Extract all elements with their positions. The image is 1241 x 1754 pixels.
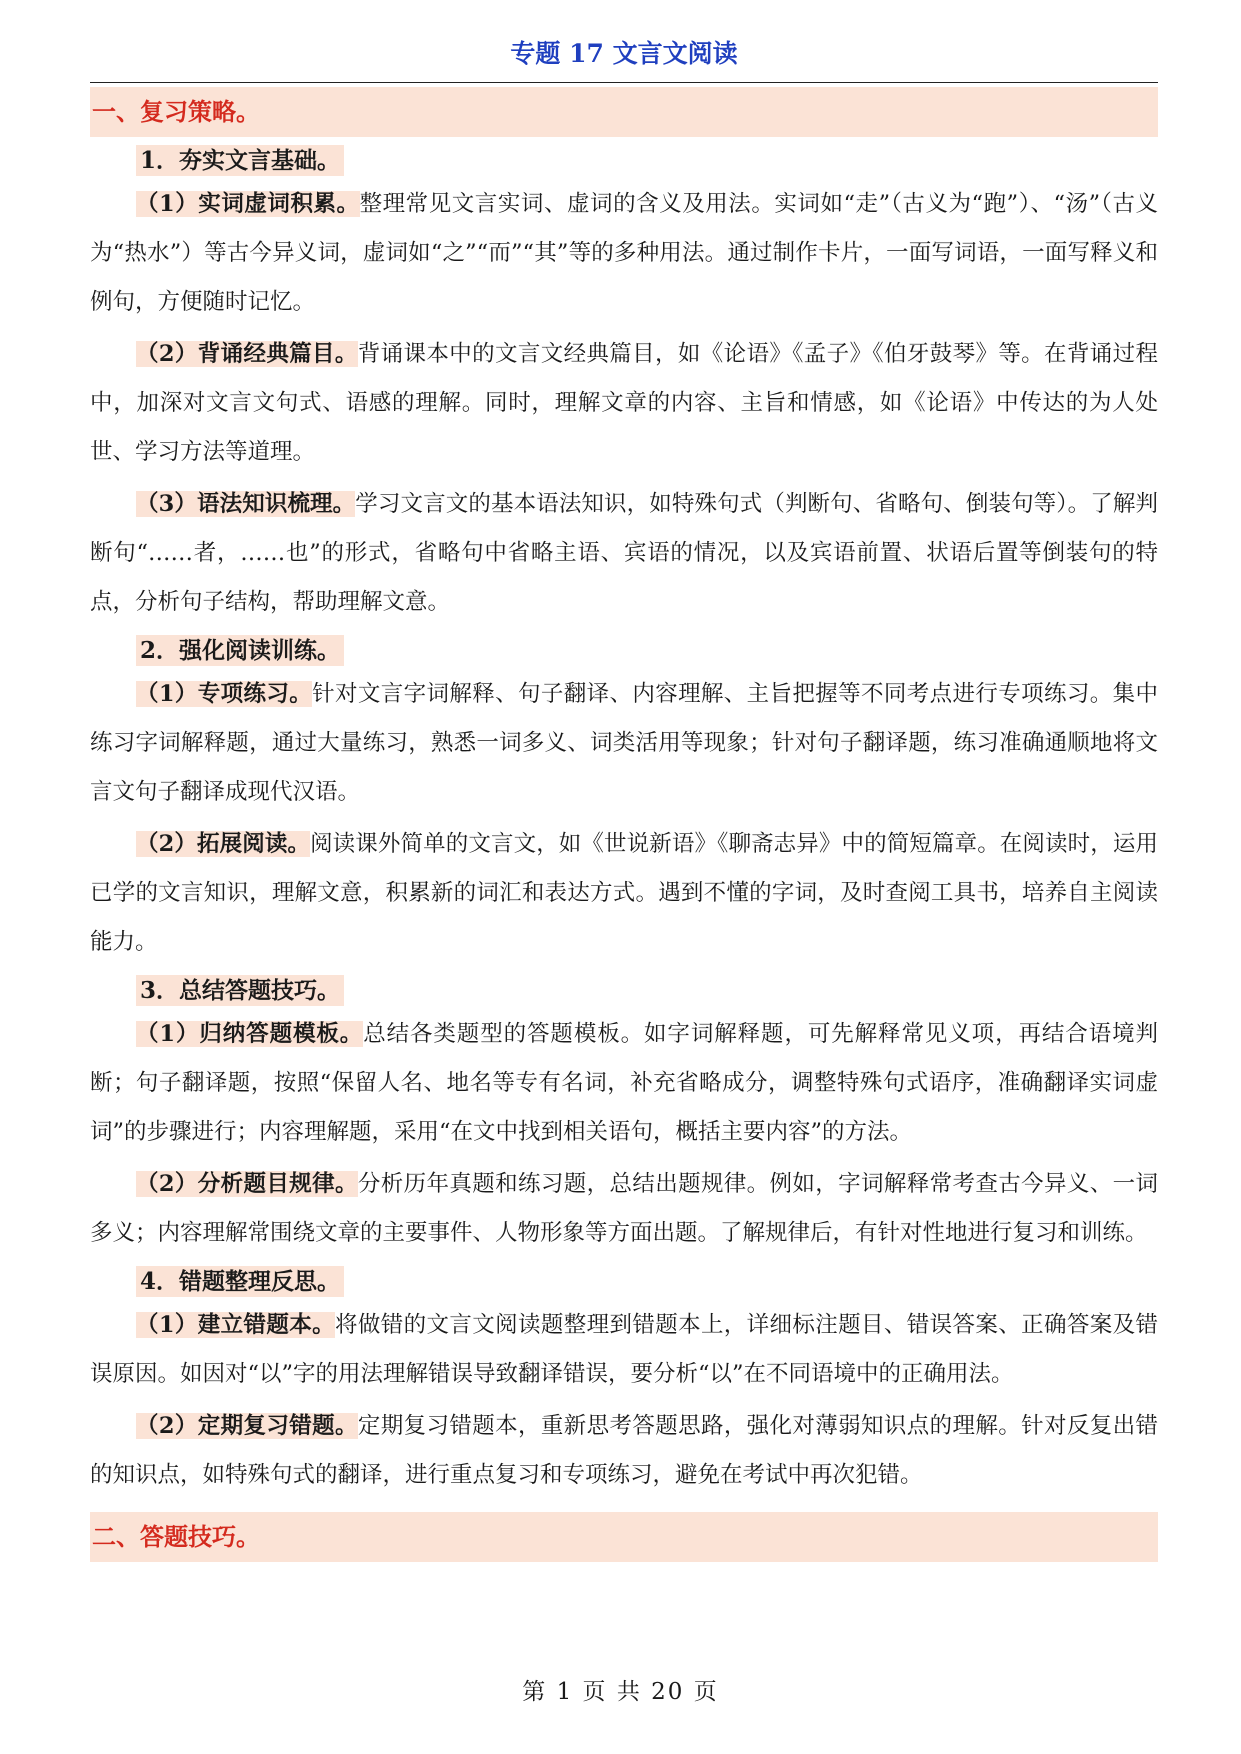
paragraph-label: （1）归纳答题模板。 (136, 1021, 364, 1047)
strategy-heading: 2．强化阅读训练。 (90, 635, 1158, 667)
strategy-paragraph (90, 670, 1158, 817)
paragraph-text: 阅读课外简单的文言文，如《世说新语》《聊斋志异》中的简短篇章。在阅读时，运用已学的文言知识，理解文意，积累新的词汇和表达方式。遇到不懂的字词，及时查阅工具书，培养自主阅读能力。 (90, 831, 1158, 955)
section-title-answer-skills: 二、答题技巧。 (90, 1512, 1158, 1562)
section-title-review-strategy: 一、复习策略。 (90, 87, 1158, 137)
document-page (90, 0, 1158, 1562)
strategy-heading: 4．错题整理反思。 (90, 1266, 1158, 1298)
page-number-footer: 第 1 页 共 20 页 (522, 1679, 719, 1705)
paragraph-label: （2）背诵经典篇目。 (136, 341, 358, 367)
strategy-heading: 3．总结答题技巧。 (90, 975, 1158, 1007)
paragraph-text: 整理常见文言实词、虚词的含义及用法。实词如“走”（古义为“跑”）、“汤”（古义为“热水”）等古今异义词，虚词如“之”“而”“其”等的多种用法。通过制作卡片，一面写词语，一面写释义和例句，方便随时记忆。 (90, 191, 1158, 315)
paragraph-text: 针对文言字词解释、句子翻译、内容理解、主旨把握等不同考点进行专项练习。集中练习字词解释题，通过大量练习，熟悉一词多义、词类活用等现象；针对句子翻译题，练习准确通顺地将文言文句子翻译成现代汉语。 (90, 681, 1158, 805)
paragraph-label: （2）拓展阅读。 (136, 831, 311, 857)
paragraph-label: （2）定期复习错题。 (136, 1413, 358, 1439)
strategy-paragraph (90, 480, 1158, 627)
strategy-paragraph (90, 1301, 1158, 1399)
paragraph-text: 学习文言文的基本语法知识，如特殊句式（判断句、省略句、倒装句等）。了解判断句“……者，……也”的形式，省略句中省略主语、宾语的情况，以及宾语前置、状语后置等倒装句的特点，分析句子结构，帮助理解文意。 (90, 491, 1158, 615)
paragraph-text: 将做错的文言文阅读题整理到错题本上，详细标注题目、错误答案、正确答案及错误原因。如因对“以”字的用法理解错误导致翻译错误，要分析“以”在不同语境中的正确用法。 (90, 1312, 1158, 1387)
strategy-paragraph (90, 1402, 1158, 1500)
paragraph-text: 总结各类题型的答题模板。如字词解释题，可先解释常见义项，再结合语境判断；句子翻译题，按照“保留人名、地名等专有名词，补充省略成分，调整特殊句式语序，准确翻译实词虚词”的步骤进行；内容理解题，采用“在文中找到相关语句，概括主要内容”的方法。 (90, 1021, 1158, 1145)
page-title: 专题 17 文言文阅读 (510, 39, 738, 68)
paragraph-text: 背诵课本中的文言文经典篇目，如《论语》《孟子》《伯牙鼓琴》等。在背诵过程中，加深对文言文句式、语感的理解。同时，理解文章的内容、主旨和情感，如《论语》中传达的为人处世、学习方法等道理。 (90, 341, 1158, 465)
header-divider (90, 82, 1158, 83)
paragraph-label: （2）分析题目规律。 (136, 1171, 358, 1197)
paragraph-label: （1）专项练习。 (136, 681, 313, 707)
strategy-heading: 1．夯实文言基础。 (90, 145, 1158, 177)
strategy-paragraph (90, 1160, 1158, 1258)
paragraph-label: （1）实词虚词积累。 (136, 191, 360, 217)
strategy-paragraph (90, 330, 1158, 477)
strategy-paragraph (90, 180, 1158, 327)
paragraph-label: （3）语法知识梳理。 (136, 491, 356, 517)
strategy-paragraph (90, 820, 1158, 967)
paragraph-text: 分析历年真题和练习题，总结出题规律。例如，字词解释常考查古今异义、一词多义；内容理解常围绕文章的主要事件、人物形象等方面出题。了解规律后，有针对性地进行复习和训练。 (90, 1171, 1158, 1246)
paragraph-text: 定期复习错题本，重新思考答题思路，强化对薄弱知识点的理解。针对反复出错的知识点，如特殊句式的翻译，进行重点复习和专项练习，避免在考试中再次犯错。 (90, 1413, 1158, 1488)
paragraph-label: （1）建立错题本。 (136, 1312, 335, 1338)
strategy-paragraph (90, 1010, 1158, 1157)
